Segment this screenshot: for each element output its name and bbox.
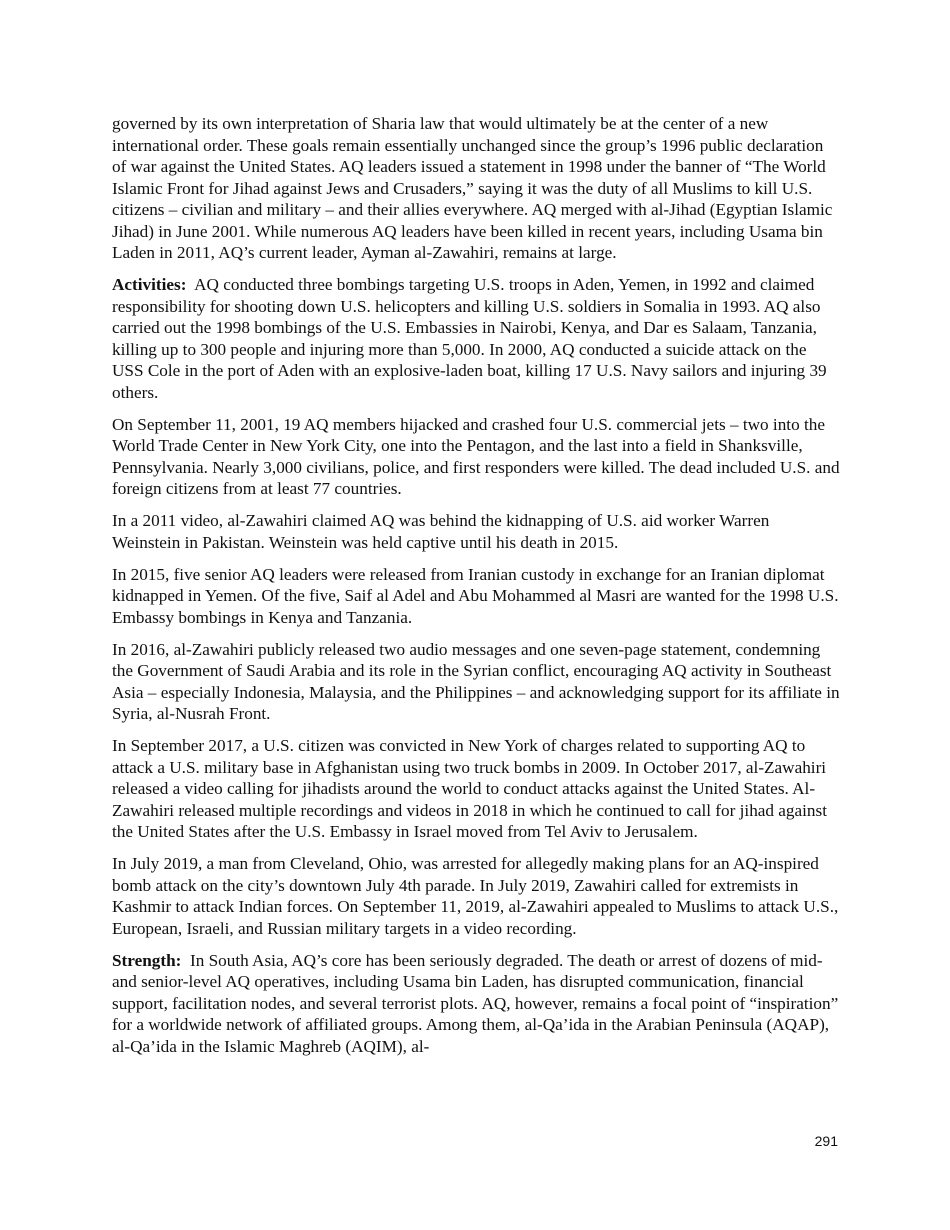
- paragraph-2017-conviction: [112, 735, 840, 843]
- paragraph-2019-events: [112, 853, 840, 939]
- paragraph-text: In a 2011 video, al-Zawahiri claimed AQ was behind the kidnapping of U.S. aid worker Warren Weinstein in Pakistan. Weinstein was held captive until his death in 2015.: [112, 511, 770, 552]
- paragraph-text: In September 2017, a U.S. citizen was convicted in New York of charges related to supporting AQ to attack a U.S. military base in Afghanistan using two truck bombs in 2009. In October 2017, al-Zawahiri released a video calling for jihadists around the world to conduct attacks against the United States. Al-Zawahiri released multiple recordings and videos in 2018 in which he continued to call for jihad against the United States after the U.S. Embassy in Israel moved from Tel Aviv to Jerusalem.: [112, 736, 827, 841]
- paragraph-activities: [112, 274, 840, 403]
- paragraph-text: In July 2019, a man from Cleveland, Ohio, was arrested for allegedly making plans for an AQ-inspired bomb attack on the city’s downtown July 4th parade. In July 2019, Zawahiri called for extremists in Kashmir to attack Indian forces. On September 11, 2019, al-Zawahiri appealed to Muslims to attack U.S., European, Israeli, and Russian military targets in a video recording.: [112, 854, 839, 938]
- paragraph-2016-messages: [112, 639, 840, 725]
- paragraph-text: governed by its own interpretation of Sharia law that would ultimately be at the center of a new international order. These goals remain essentially unchanged since the group’s 1996 public declaration of war against the United States. AQ leaders issued a statement in 1998 under the banner of “The World Islamic Front for Jihad against Jews and Crusaders,” saying it was the duty of all Muslims to kill U.S. citizens – civilian and military – and their allies everywhere. AQ merged with al-Jihad (Egyptian Islamic Jihad) in June 2001. While numerous AQ leaders have been killed in recent years, including Usama bin Laden in 2011, AQ’s current leader, Ayman al-Zawahiri, remains at large.: [112, 114, 833, 262]
- paragraph-2011-video: [112, 510, 840, 553]
- paragraph-september-11: [112, 414, 840, 500]
- section-heading-strength: Strength:: [112, 950, 182, 970]
- paragraph-text: On September 11, 2001, 19 AQ members hijacked and crashed four U.S. commercial jets – two into the World Trade Center in New York City, one into the Pentagon, and the last into a field in Shanksville, Pennsylvania. Nearly 3,000 civilians, police, and first responders were killed. The dead included U.S. and foreign citizens from at least 77 countries.: [112, 414, 840, 498]
- document-body: [112, 113, 840, 1068]
- paragraph-goals: [112, 113, 840, 264]
- paragraph-text: In 2015, five senior AQ leaders were released from Iranian custody in exchange for an Iranian diplomat kidnapped in Yemen. Of the five, Saif al Adel and Abu Mohammed al Masri are wanted for the 1998 U.S. Embassy bombings in Kenya and Tanzania.: [112, 564, 839, 627]
- paragraph-text: In South Asia, AQ’s core has been seriously degraded. The death or arrest of dozens of mid- and senior-level AQ operatives, including Usama bin Laden, has disrupted communication, financial support, facilitation nodes, and several terrorist plots. AQ, however, remains a focal point of “inspiration” for a worldwide network of affiliated groups. Among them, al-Qa’ida in the Arabian Peninsula (AQAP), al-Qa’ida in the Islamic Maghreb (AQIM), al-: [112, 950, 839, 1056]
- page-number: 291: [814, 1133, 838, 1149]
- paragraph-2015-release: [112, 564, 840, 629]
- paragraph-text: AQ conducted three bombings targeting U.S. troops in Aden, Yemen, in 1992 and claimed responsibility for shooting down U.S. helicopters and killing U.S. soldiers in Somalia in 1993. AQ also carried out the 1998 bombings of the U.S. Embassies in Nairobi, Kenya, and Dar es Salaam, Tanzania, killing up to 300 people and injuring more than 5,000. In 2000, AQ conducted a suicide attack on the USS Cole in the port of Aden with an explosive-laden boat, killing 17 U.S. Navy sailors and injuring 39 others.: [112, 275, 827, 402]
- paragraph-strength: [112, 950, 840, 1058]
- section-heading-activities: Activities:: [112, 275, 187, 294]
- paragraph-text: In 2016, al-Zawahiri publicly released two audio messages and one seven-page statement, condemning the Government of Saudi Arabia and its role in the Syrian conflict, encouraging AQ activity in Southeast Asia – especially Indonesia, Malaysia, and the Philippines – and acknowledging support for its affiliate in Syria, al-Nusrah Front.: [112, 639, 840, 723]
